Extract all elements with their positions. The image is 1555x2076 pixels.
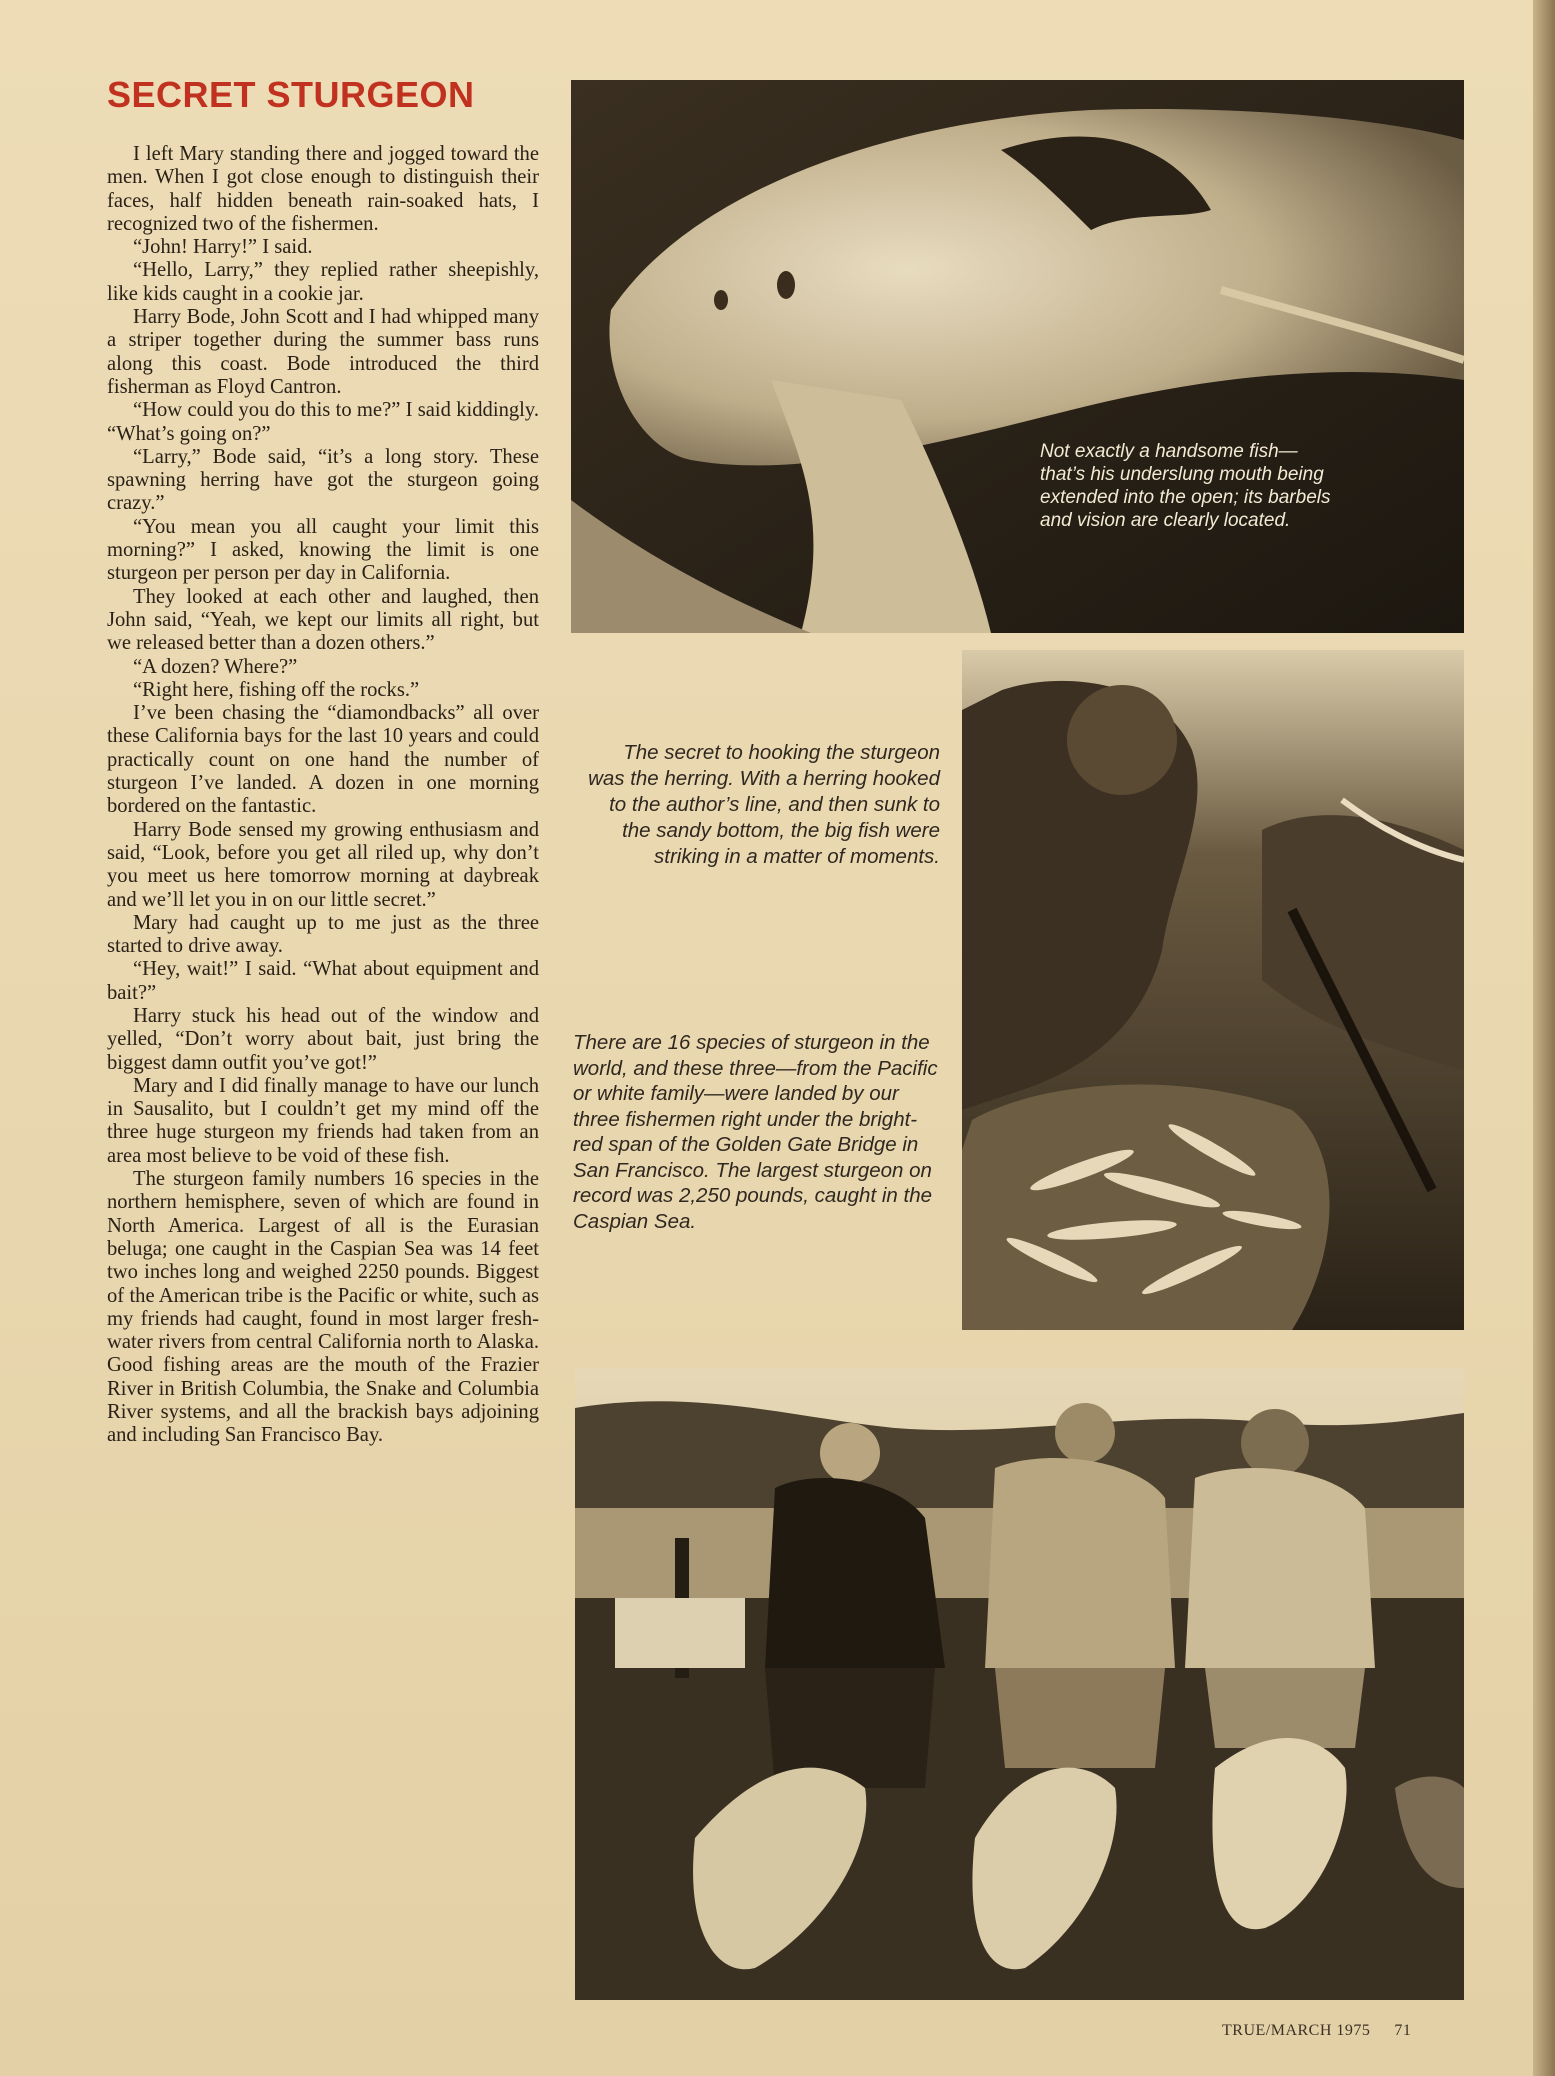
publication-date: TRUE/MARCH 1975 [1222,2022,1371,2039]
body-paragraph: “Larry,” Bode said, “it’s a long story. These spawning herring have got the sturgeon going crazy.” [107,445,539,515]
page-footer [1222,2022,1472,2040]
body-paragraph: Harry stuck his head out of the window and yelled, “Don’t worry about bait, just bring the biggest damn outfit you’ve got!” [107,1004,539,1074]
body-paragraph: Harry Bode sensed my growing enthusiasm and said, “Look, before you get all riled up, why don’t you meet us here tomorrow morning at daybreak and we’ll let you in on our little secret.” [107,818,539,911]
body-paragraph: I left Mary standing there and jogged toward the men. When I got close enough to distinguish their faces, half hidden beneath rain-soaked hats, I recognized two of the fishermen. [107,143,539,235]
sturgeon-head-caption: Not exactly a handsome fish—that’s his underslung mouth being extended into the open; its barbels and vision are clearly located. [1040,441,1331,531]
article-headline: SECRET STURGEON [107,74,475,115]
species-caption: There are 16 species of sturgeon in the world, and these three—from the Pacific or white family—were landed by our three fishermen right under the bright-red span of the Golden Gate Bridge in San Francisco. The largest sturgeon on record was 2,250 pounds, caught in the Caspian Sea. [573,1031,938,1233]
sturgeon-head-photo [571,80,1464,633]
article-body-column [107,143,539,1448]
herring-caption: The secret to hooking the sturgeon was the herring. With a herring hooked to the author’s line, and then sunk to the sandy bottom, the big fish were striking in a matter of moments. [588,741,940,868]
body-paragraph: “Right here, fishing off the rocks.” [133,678,420,701]
body-paragraph: “How could you do this to me?” I said kiddingly. “What’s going on?” [107,399,539,445]
body-paragraph: Mary and I did finally manage to have our lunch in Sausalito, but I couldn’t get my mind off the three huge sturgeon my friends had taken from an area most believe to be void of these fish. [107,1074,539,1167]
page-number: 71 [1394,2022,1412,2039]
body-paragraph: “A dozen? Where?” [133,655,298,678]
herring-net-photo [962,650,1464,1330]
body-paragraph: Mary had caught up to me just as the three started to drive away. [107,911,539,958]
body-paragraph: “Hello, Larry,” they replied rather sheepishly, like kids caught in a cookie jar. [107,259,539,305]
body-paragraph: “John! Harry!” I said. [133,236,313,259]
three-fishermen-photo [575,1368,1464,2000]
body-paragraph: Harry Bode, John Scott and I had whipped many a striper together during the summer bass runs along this coast. Bode introduced the third fisherman as Floyd Cantron. [107,306,539,398]
page-edge-shadow [1533,0,1555,2076]
body-paragraph: They looked at each other and laughed, then John said, “Yeah, we kept our limits all right, but we released better than a dozen others.” [107,585,539,655]
body-paragraph: The sturgeon family numbers 16 species in the northern hemisphere, seven of which are found in North America. Largest of all is the Eurasian beluga; one caught in the Caspian Sea was 14 feet two inches long and weighed 2250 pounds. Biggest of the American tribe is the Pacific or white, such as my friends had caught, found in most larger fresh-water rivers from central California north to Alaska. Good fishing areas are the mouth of the Frazier River in British Columbia, the Snake and Columbia River systems, and all the brackish bays adjoining and including San Francisco Bay. [107,1168,539,1447]
body-paragraph: “You mean you all caught your limit this morning?” I asked, knowing the limit is one sturgeon per person per day in California. [107,515,539,585]
body-paragraph: I’ve been chasing the “diamondbacks” all over these California bays for the last 10 years and could practically count on one hand the number of sturgeon I’ve landed. A dozen in one morning bordered on the fantastic. [107,702,539,818]
body-paragraph: “Hey, wait!” I said. “What about equipment and bait?” [107,958,539,1004]
